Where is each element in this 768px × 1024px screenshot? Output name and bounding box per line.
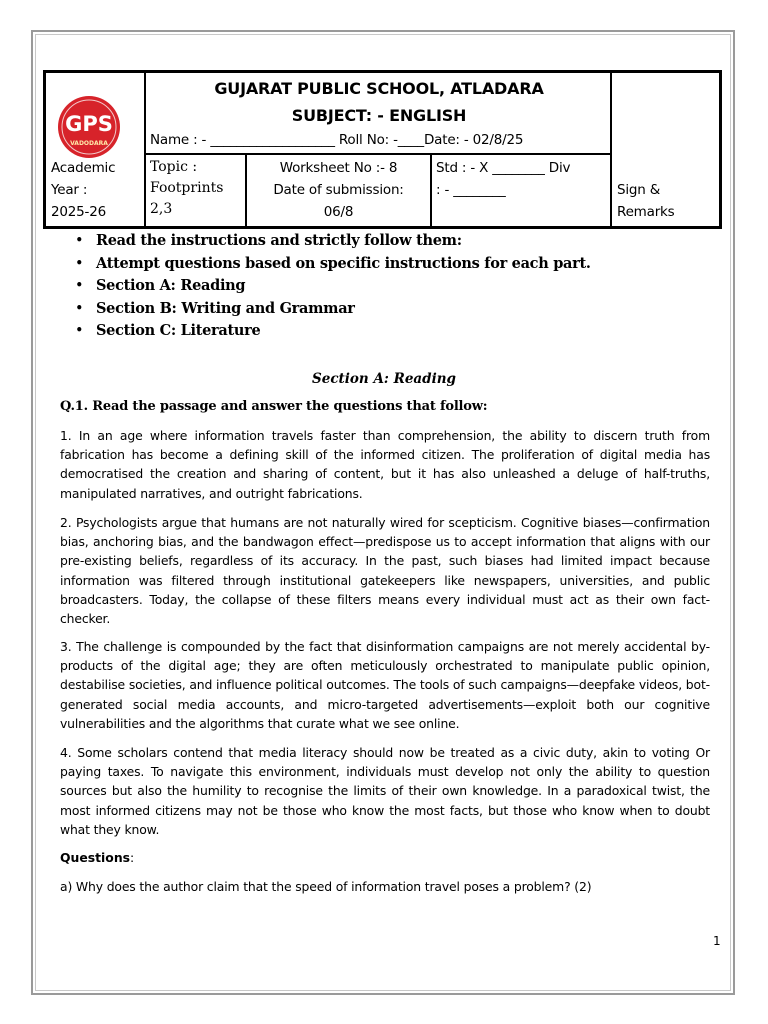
worksheet-number: Worksheet No :- 8 (279, 160, 398, 176)
topic-line: Footprints (150, 180, 224, 196)
div-line: : - ________ (436, 182, 506, 198)
instruction-text: Section A: Reading (96, 277, 246, 294)
academic-year-line: Year : (51, 182, 88, 198)
sign-remarks-cell (617, 179, 675, 223)
submission-date: 06/8 (323, 204, 354, 220)
academic-year-line: Academic (51, 160, 116, 176)
questions-label-text: Questions (60, 850, 131, 865)
instruction-item (75, 320, 591, 343)
topic-line: 2,3 (150, 201, 173, 217)
questions-label (60, 850, 134, 865)
logo-text: GPS (65, 112, 113, 136)
std-line: Std : - X ________ Div (436, 160, 571, 176)
bullet-icon: • (75, 300, 84, 317)
academic-year (51, 157, 115, 223)
academic-year-line: 2025-26 (51, 204, 107, 220)
subject-title: SUBJECT: - ENGLISH (291, 106, 467, 125)
worksheet-cell (247, 157, 430, 223)
instruction-item (75, 275, 591, 298)
name-roll-date-line: Name : - ___________________ Roll No: -____Date: - 02/8/25 (150, 132, 524, 148)
question-a: a) Why does the author claim that the speed of information travel poses a problem? (2) (60, 879, 592, 894)
submission-label: Date of submission: (273, 182, 404, 198)
bullet-icon: • (75, 255, 84, 272)
section-title: Section A: Reading (312, 371, 456, 387)
topic-cell (150, 157, 223, 220)
bullet-icon: • (75, 323, 84, 339)
header-table (43, 70, 722, 229)
logo-seal-icon (56, 95, 122, 159)
instruction-text: Section C: Literature (96, 322, 261, 339)
instruction-item (75, 253, 591, 276)
bullet-icon: • (75, 233, 84, 249)
instruction-text: Section B: Writing and Grammar (96, 299, 355, 317)
school-name: GUJARAT PUBLIC SCHOOL, ATLADARA (214, 79, 544, 98)
passage-paragraph: 3. The challenge is compounded by the fact that disinformation campaigns are not merely accidental by-products of the digital age; they are often meticulously orchestrated to manipulate public opinion, destabilise societies, and influence political outcomes. The tools of such campaigns—deepfake videos, bot-generated social media accounts, and micro-targeted advertisements—exploit both our cognitive vulnerabilities and the algorithms that curate what we see online. (60, 639, 710, 731)
bullet-icon: • (75, 278, 84, 294)
instruction-item (75, 298, 591, 321)
school-logo (56, 95, 122, 159)
instruction-item (75, 230, 591, 253)
remarks-line: Remarks (617, 204, 675, 220)
questions-colon: : (130, 850, 135, 865)
logo-subtext: VADODARA (70, 140, 108, 147)
passage-paragraph: 1. In an age where information travels faster than comprehension, the ability to discern truth from fabrication has become a defining skill of the informed citizen. The proliferation of digital media has democratised the creation and sharing of content, but it has also unleashed a deluge of half-truths, manipulated narratives, and outright fabrications. (60, 428, 710, 501)
instructions-list (75, 230, 591, 343)
instruction-text: Read the instructions and strictly follow them: (96, 232, 462, 249)
passage-paragraph: 2. Psychologists argue that humans are not naturally wired for scepticism. Cognitive biases—confirmation bias, anchoring bias, and the bandwagon effect—predispose us to accept information that aligns with our pre-existing beliefs, regardless of its accuracy. In the past, such biases had limited impact because information was filtered through institutional gatekeepers like newspapers, universities, and public broadcasters. Today, the collapse of these filters means every individual must act as their own fact-checker. (60, 515, 710, 627)
passage-paragraph: 4. Some scholars contend that media literacy should now be treated as a civic duty, akin to voting Or paying taxes. To navigate this environment, individuals must develop not only the ability to question sources but also the humility to recognise the limits of their own knowledge. In a paradoxical twist, the most informed citizens may not be those who know the most facts, but those who know when to doubt what they know. (60, 745, 710, 837)
topic-line: Topic : (150, 159, 198, 175)
question-heading: Q.1. Read the passage and answer the questions that follow: (60, 399, 488, 414)
sign-line: Sign & (617, 182, 661, 198)
std-div-cell (436, 157, 570, 201)
instruction-text: Attempt questions based on specific instructions for each part. (96, 254, 591, 272)
page-number: 1 (713, 934, 721, 948)
